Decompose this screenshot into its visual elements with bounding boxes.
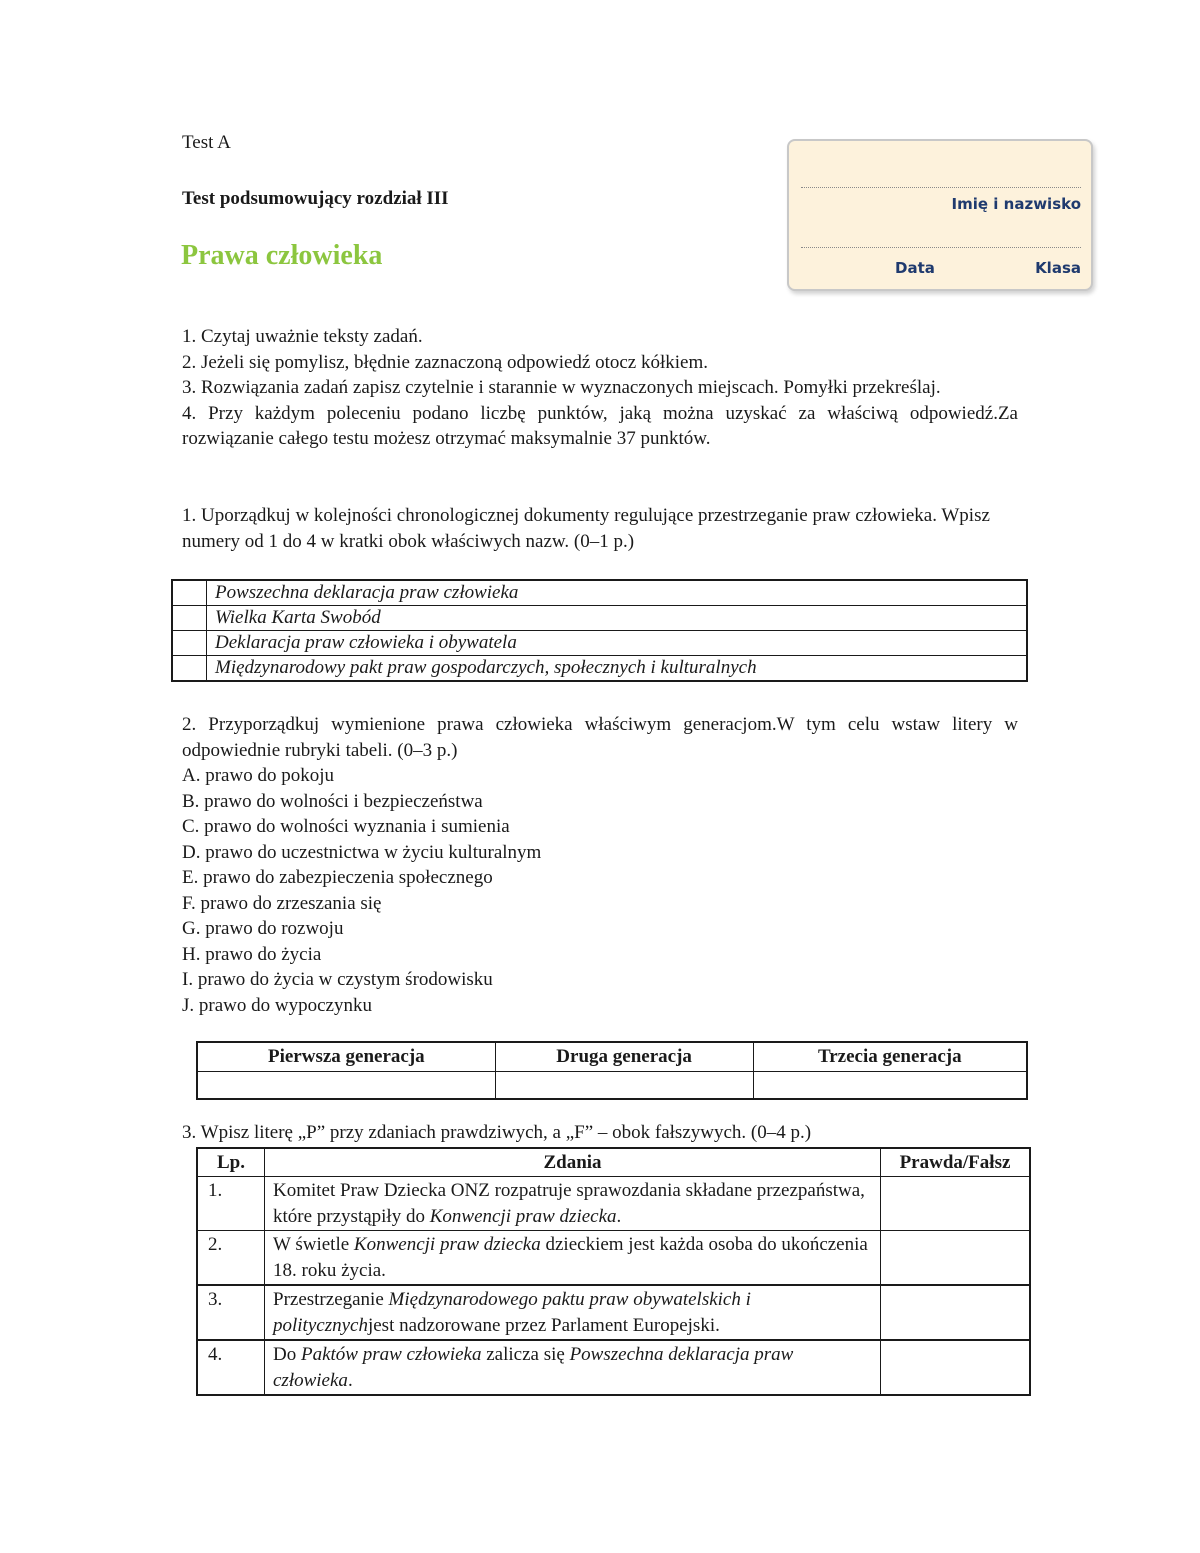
row-number: 1. [197, 1177, 265, 1231]
table-row [197, 1177, 1030, 1231]
table-row [197, 1231, 1030, 1286]
sentence: Do Paktów praw człowieka zalicza się Powszechna deklaracja praw człowieka. [265, 1340, 881, 1395]
question-1 [182, 503, 1018, 555]
list-item: F. prawo do zrzeszania się [182, 892, 382, 914]
question-1-prompt: 1. Uporządkuj w kolejności chronologicznej dokumenty regulujące przestrzeganie praw człowieka. Wpisz numery od 1 do 4 w kratki obok właściwych nazw. (0–1 p.) [182, 505, 990, 552]
document-name: Powszechna deklaracja praw człowieka [207, 580, 1028, 606]
row-number: 4. [197, 1340, 265, 1395]
row-number: 3. [197, 1285, 265, 1340]
order-box[interactable] [172, 606, 207, 631]
table-row [172, 656, 1027, 682]
list-item: C. prawo do wolności wyznania i sumienia [182, 816, 510, 837]
list-item: G. prawo do rozwoju [182, 918, 344, 939]
instruction-item: 2. Jeżeli się pomylisz, błędnie zaznaczoną odpowiedź otocz kółkiem. [182, 351, 709, 373]
question-3-prompt: 3. Wpisz literę „P” przy zdaniach prawdziwych, a „F” – obok fałszywych. (0–4 p.) [182, 1122, 812, 1143]
table-row [172, 631, 1027, 656]
instruction-item: 1. Czytaj uważnie teksty zadań. [182, 326, 423, 347]
list-item: B. prawo do wolności i bezpieczeństwa [182, 790, 483, 812]
list-item: A. prawo do pokoju [182, 765, 334, 786]
instruction-item: 4. Przy każdym poleceniu podano liczbę punktów, jaką można uzyskać za właściwą odpowiedź.Za rozwiązanie całego testu możesz otrzymać maksymalnie 37 punktów. [182, 402, 1018, 449]
test-subtitle: Test podsumowujący rozdział III [182, 188, 449, 209]
column-header: Zdania [265, 1148, 881, 1177]
true-false-table [196, 1147, 1031, 1396]
class-label: Klasa [1035, 259, 1081, 277]
row-number: 2. [197, 1231, 265, 1286]
answer-cell[interactable] [495, 1072, 753, 1100]
order-box[interactable] [172, 656, 207, 682]
test-variant: Test A [182, 132, 231, 153]
generations-table [196, 1041, 1028, 1100]
sentence: W świetle Konwencji praw dziecka dzieckiem jest każda osoba do ukończenia 18. roku życia. [265, 1231, 881, 1286]
answer-cell[interactable] [881, 1340, 1031, 1395]
table-row [197, 1072, 1027, 1100]
question-2 [182, 712, 1018, 1018]
answer-cell[interactable] [881, 1177, 1031, 1231]
chronology-table [171, 579, 1028, 682]
table-header-row [197, 1148, 1030, 1177]
list-item: D. prawo do uczestnictwa w życiu kulturalnym [182, 841, 542, 863]
answer-cell[interactable] [753, 1072, 1027, 1100]
page-title: Prawa człowieka [181, 240, 383, 271]
table-row [197, 1340, 1030, 1395]
document-name: Międzynarodowy pakt praw gospodarczych, społecznych i kulturalnych [207, 656, 1028, 682]
list-item: J. prawo do wypoczynku [182, 994, 372, 1016]
list-item: E. prawo do zabezpieczenia społecznego [182, 867, 493, 888]
name-label: Imię i nazwisko [951, 195, 1081, 213]
document-name: Deklaracja praw człowieka i obywatela [207, 631, 1028, 656]
question-2-prompt: 2. Przyporządkuj wymienione prawa człowieka właściwym generacjom.W tym celu wstaw litery w odpowiednie rubryki tabeli. (0–3 p.) [182, 714, 1018, 761]
column-header: Prawda/Fałsz [881, 1148, 1031, 1177]
date-label: Data [895, 259, 935, 277]
document-name: Wielka Karta Swobód [207, 606, 1028, 631]
sentence: Przestrzeganie Międzynarodowego paktu praw obywatelskich i politycznychjest nadzorowane przez Parlament Europejski. [265, 1285, 881, 1340]
table-row [172, 580, 1027, 606]
column-header: Pierwsza generacja [197, 1042, 495, 1072]
instructions [182, 324, 1018, 452]
student-info-box [787, 139, 1093, 291]
table-header-row [197, 1042, 1027, 1072]
instruction-item: 3. Rozwiązania zadań zapisz czytelnie i starannie w wyznaczonych miejscach. Pomyłki przekreślaj. [182, 377, 941, 398]
list-item: I. prawo do życia w czystym środowisku [182, 969, 493, 990]
answer-cell[interactable] [881, 1285, 1031, 1340]
answer-cell[interactable] [197, 1072, 495, 1100]
date-class-line [801, 247, 1081, 248]
sentence: Komitet Praw Dziecka ONZ rozpatruje sprawozdania składane przezpaństwa, które przystąpiły do Konwencji praw dziecka. [265, 1177, 881, 1231]
answer-cell[interactable] [881, 1231, 1031, 1286]
column-header: Trzecia generacja [753, 1042, 1027, 1072]
column-header: Druga generacja [495, 1042, 753, 1072]
name-line [801, 187, 1081, 188]
list-item: H. prawo do życia [182, 943, 322, 965]
table-row [172, 606, 1027, 631]
order-box[interactable] [172, 580, 207, 606]
order-box[interactable] [172, 631, 207, 656]
table-row [197, 1285, 1030, 1340]
column-header: Lp. [197, 1148, 265, 1177]
